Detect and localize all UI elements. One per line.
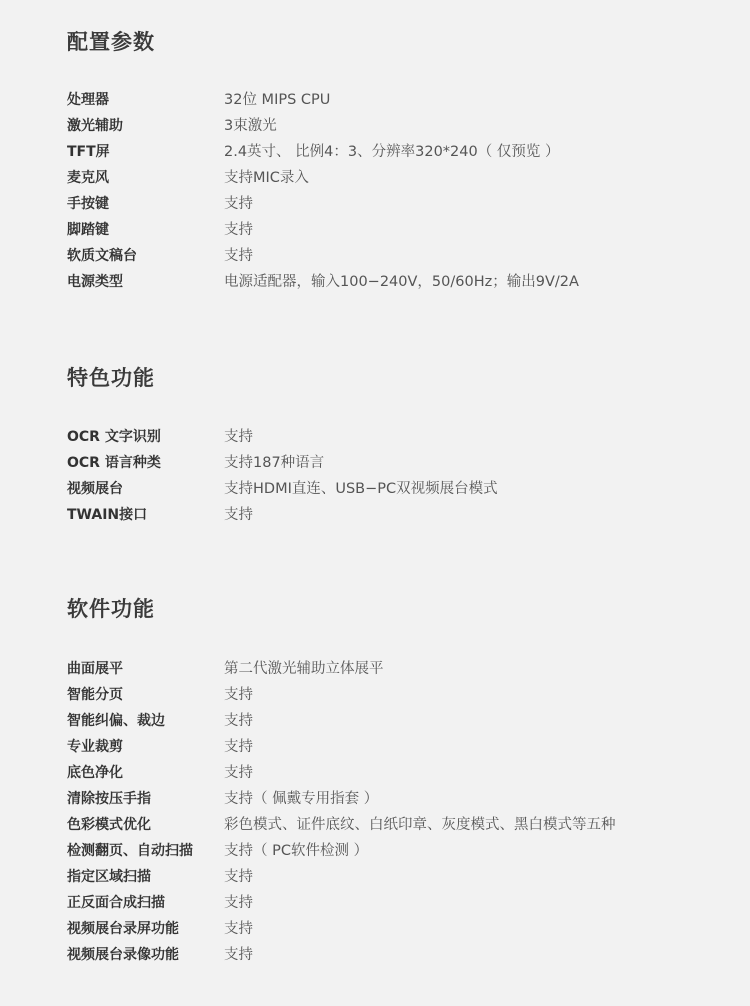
spec-row <box>67 87 579 113</box>
spec-row <box>67 890 616 916</box>
spec-value: 3束激光 <box>224 118 277 134</box>
spec-value: 支持 <box>224 429 253 445</box>
spec-row <box>67 656 616 682</box>
spec-row <box>67 165 579 191</box>
spec-label: 清除按压手指 <box>67 791 151 807</box>
spec-label: 专业裁剪 <box>67 739 123 755</box>
spec-label: 激光辅助 <box>67 118 123 134</box>
spec-label: 视频展台录像功能 <box>67 947 179 963</box>
spec-row <box>67 786 616 812</box>
spec-row <box>67 450 498 476</box>
spec-label: 视频展台 <box>67 481 123 497</box>
spec-row <box>67 243 579 269</box>
spec-row <box>67 942 616 968</box>
section-software-functions <box>67 594 707 963</box>
spec-value: 支持 <box>224 765 253 781</box>
spec-row <box>67 916 616 942</box>
spec-value: 彩色模式、证件底纹、白纸印章、灰度模式、黑白模式等五种 <box>224 817 616 833</box>
spec-row <box>67 269 579 295</box>
spec-label: TWAIN接口 <box>67 507 148 523</box>
spec-row <box>67 760 616 786</box>
spec-label: 正反面合成扫描 <box>67 895 165 911</box>
spec-value: 支持 <box>224 895 253 911</box>
spec-list <box>67 87 579 295</box>
spec-label: 软质文稿台 <box>67 248 137 264</box>
spec-label: 检测翻页、自动扫描 <box>67 843 193 859</box>
spec-label: 视频展台录屏功能 <box>67 921 179 937</box>
spec-value: 支持（ PC软件检测 ） <box>224 843 369 859</box>
spec-value: 支持 <box>224 739 253 755</box>
spec-label: 处理器 <box>67 92 109 108</box>
spec-label: TFT屏 <box>67 144 110 160</box>
spec-label: 脚踏键 <box>67 222 109 238</box>
spec-row <box>67 191 579 217</box>
spec-label: OCR 文字识别 <box>67 429 161 445</box>
section-featured-functions <box>67 363 707 523</box>
section-title: 软件功能 <box>67 597 155 621</box>
spec-value: 支持 <box>224 687 253 703</box>
spec-value: 32位 MIPS CPU <box>224 92 331 108</box>
spec-value: 支持 <box>224 869 253 885</box>
spec-row <box>67 812 616 838</box>
spec-value: 第二代激光辅助立体展平 <box>224 661 384 677</box>
spec-value: 电源适配器，输入100−240V，50/60Hz；输出9V/2A <box>224 274 579 290</box>
spec-label: 色彩模式优化 <box>67 817 151 833</box>
spec-row <box>67 864 616 890</box>
spec-value: 支持 <box>224 196 253 212</box>
spec-label: 智能分页 <box>67 687 123 703</box>
spec-value: 支持 <box>224 507 253 523</box>
spec-value: 支持MIC录入 <box>224 170 309 186</box>
spec-list <box>67 656 616 968</box>
section-title: 配置参数 <box>67 30 155 54</box>
spec-label: 底色净化 <box>67 765 123 781</box>
spec-row <box>67 113 579 139</box>
spec-value: 支持 <box>224 713 253 729</box>
spec-row <box>67 476 498 502</box>
spec-row <box>67 139 579 165</box>
spec-label: 曲面展平 <box>67 661 123 677</box>
section-title: 特色功能 <box>67 366 155 390</box>
spec-row <box>67 838 616 864</box>
spec-label: 指定区域扫描 <box>67 869 151 885</box>
spec-label: 手按键 <box>67 196 109 212</box>
spec-row <box>67 217 579 243</box>
spec-value: 支持 <box>224 222 253 238</box>
spec-value: 支持 <box>224 248 253 264</box>
spec-label: OCR 语言种类 <box>67 455 161 471</box>
spec-list <box>67 424 498 528</box>
spec-label: 智能纠偏、裁边 <box>67 713 165 729</box>
spec-row <box>67 734 616 760</box>
spec-row <box>67 682 616 708</box>
spec-label: 麦克风 <box>67 170 109 186</box>
spec-value: 支持 <box>224 947 253 963</box>
spec-value: 支持HDMI直连、USB−PC双视频展台模式 <box>224 481 498 497</box>
spec-row <box>67 502 498 528</box>
spec-label: 电源类型 <box>67 274 123 290</box>
spec-row <box>67 424 498 450</box>
spec-value: 支持（ 佩戴专用指套 ） <box>224 791 379 807</box>
section-config-params <box>67 27 707 290</box>
spec-value: 支持187种语言 <box>224 455 325 471</box>
spec-value: 支持 <box>224 921 253 937</box>
spec-value: 2.4英寸、 比例4：3、分辨率320*240（ 仅预览 ） <box>224 144 560 160</box>
spec-row <box>67 708 616 734</box>
